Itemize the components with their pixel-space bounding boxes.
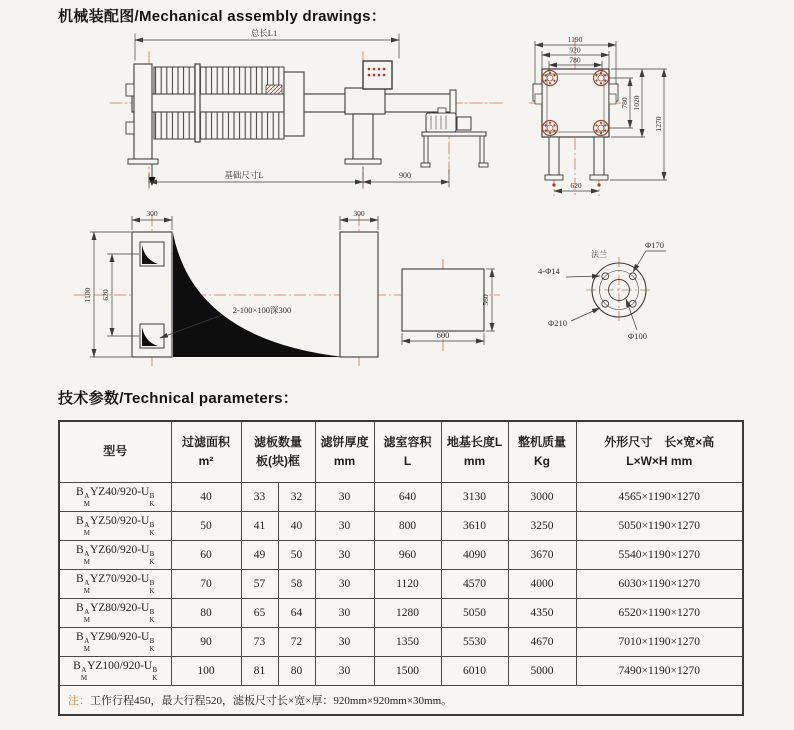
table-row <box>59 541 743 570</box>
header-volume: 滤室容积 L <box>374 421 441 483</box>
frames-cell: 58 <box>278 570 315 599</box>
table-row <box>59 512 743 541</box>
cake-cell: 30 <box>315 628 374 657</box>
area-cell: 50 <box>171 512 241 541</box>
dim-foundation-length-label: 基础尺寸L <box>224 170 264 180</box>
cake-cell: 30 <box>315 599 374 628</box>
note-label: 注： <box>68 695 90 707</box>
dim-600-label: 600 <box>436 330 450 340</box>
dim-1020-label: 1020 <box>632 95 641 111</box>
area-cell: 40 <box>171 483 241 512</box>
flange-detail-drawing <box>538 240 666 341</box>
weight-cell: 4350 <box>508 599 576 628</box>
cake-cell: 30 <box>315 570 374 599</box>
plates-cell: 81 <box>241 657 278 686</box>
note-cell <box>59 686 743 716</box>
dim-300-right-label: 300 <box>353 209 365 218</box>
model-cell: B A M YZ100/920-U B K <box>59 657 171 686</box>
table-row <box>59 628 743 657</box>
weight-cell: 3670 <box>508 541 576 570</box>
dim-560-label: 560 <box>481 294 490 306</box>
plates-cell: 73 <box>241 628 278 657</box>
dims-cell: 7010×1190×1270 <box>576 628 743 657</box>
volume-cell: 1500 <box>374 657 441 686</box>
foundation-cell: 3610 <box>441 512 508 541</box>
weight-cell: 5000 <box>508 657 576 686</box>
area-cell: 70 <box>171 570 241 599</box>
cake-cell: 30 <box>315 657 374 686</box>
dim-300-left-label: 300 <box>146 209 158 218</box>
weight-cell: 4670 <box>508 628 576 657</box>
dims-cell: 6030×1190×1270 <box>576 570 743 599</box>
dim-620-label: 620 <box>570 181 582 190</box>
volume-cell: 640 <box>374 483 441 512</box>
frames-cell: 32 <box>278 483 315 512</box>
plates-cell: 33 <box>241 483 278 512</box>
frames-cell: 50 <box>278 541 315 570</box>
header-cake: 滤饼厚度 mm <box>315 421 374 483</box>
flange-d210-label: Φ210 <box>548 318 567 328</box>
flange-d170-label: Φ170 <box>645 240 664 250</box>
dim-total-length-label: 总长L1 <box>250 28 278 38</box>
foundation-cell: 6010 <box>441 657 508 686</box>
weight-cell: 3250 <box>508 512 576 541</box>
dims-cell: 5050×1190×1270 <box>576 512 743 541</box>
volume-cell: 1350 <box>374 628 441 657</box>
table-row <box>59 483 743 512</box>
dims-cell: 7490×1190×1270 <box>576 657 743 686</box>
frames-cell: 72 <box>278 628 315 657</box>
header-plates: 滤板数量 板(块)框 <box>241 421 315 483</box>
dim-1270-label: 1270 <box>654 116 663 132</box>
area-cell: 60 <box>171 541 241 570</box>
flange-d100-label: Φ100 <box>628 331 647 341</box>
weight-cell: 3000 <box>508 483 576 512</box>
table-row <box>59 657 743 686</box>
header-foundation: 地基长度L mm <box>441 421 508 483</box>
dim-900-label: 900 <box>399 171 411 180</box>
foundation-cell: 4570 <box>441 570 508 599</box>
dim-920-label: 920 <box>569 45 581 55</box>
dim-1190-label: 1190 <box>567 35 583 44</box>
foundation-cell: 5530 <box>441 628 508 657</box>
note-text: 工作行程450，最大行程520，滤板尺寸长×宽×厚：920mm×920mm×30mm。 <box>90 695 453 707</box>
flange-title: 法兰 <box>591 250 607 259</box>
area-cell: 90 <box>171 628 241 657</box>
dim-780-top-label: 780 <box>569 55 581 65</box>
cake-cell: 30 <box>315 541 374 570</box>
model-cell: B A M YZ60/920-U B K <box>59 541 171 570</box>
table-row <box>59 570 743 599</box>
flange-bolt-holes-label: 4-Φ14 <box>538 266 560 276</box>
table-note-row <box>59 686 743 716</box>
plates-cell: 49 <box>241 541 278 570</box>
dims-cell: 5540×1190×1270 <box>576 541 743 570</box>
table-row <box>59 599 743 628</box>
foundation-cell: 4090 <box>441 541 508 570</box>
foundation-hole-note: 2-100×100深300 <box>232 305 292 315</box>
model-cell: B A M YZ80/920-U B K <box>59 599 171 628</box>
side-view-drawing <box>110 28 504 192</box>
volume-cell: 1120 <box>374 570 441 599</box>
area-cell: 80 <box>171 599 241 628</box>
plates-cell: 57 <box>241 570 278 599</box>
foundation-cell: 3130 <box>441 483 508 512</box>
end-view-drawing <box>529 35 667 198</box>
section-title: 技术参数/Technical parameters： <box>58 390 299 407</box>
foundation-view-drawing <box>74 209 500 369</box>
mechanical-assembly-drawings <box>52 24 742 379</box>
model-cell: B A M YZ40/920-U B K <box>59 483 171 512</box>
dim-780-right-label: 780 <box>620 97 629 109</box>
table-header-row <box>59 421 743 483</box>
dims-cell: 4565×1190×1270 <box>576 483 743 512</box>
header-model: 型号 <box>59 421 171 483</box>
plates-cell: 65 <box>241 599 278 628</box>
model-cell: B A M YZ50/920-U B K <box>59 512 171 541</box>
page-title: 机械装配图/Mechanical assembly drawings： <box>58 8 387 25</box>
frames-cell: 40 <box>278 512 315 541</box>
model-cell: B A M YZ70/920-U B K <box>59 570 171 599</box>
volume-cell: 960 <box>374 541 441 570</box>
foundation-cell: 5050 <box>441 599 508 628</box>
model-cell: B A M YZ90/920-U B K <box>59 628 171 657</box>
weight-cell: 4000 <box>508 570 576 599</box>
frames-cell: 80 <box>278 657 315 686</box>
cake-cell: 30 <box>315 483 374 512</box>
header-dims: 外形尺寸 长×宽×高 L×W×H mm <box>576 421 743 483</box>
dim-620-foundation-label: 620 <box>101 289 110 301</box>
header-area: 过滤面积 m² <box>171 421 241 483</box>
plates-cell: 41 <box>241 512 278 541</box>
header-weight: 整机质量 Kg <box>508 421 576 483</box>
cake-cell: 30 <box>315 512 374 541</box>
volume-cell: 800 <box>374 512 441 541</box>
area-cell: 100 <box>171 657 241 686</box>
frames-cell: 64 <box>278 599 315 628</box>
technical-parameters-table <box>58 420 744 716</box>
dim-1100-label: 1100 <box>83 287 92 303</box>
dims-cell: 6520×1190×1270 <box>576 599 743 628</box>
hydraulic-unit <box>421 108 488 167</box>
volume-cell: 1280 <box>374 599 441 628</box>
control-box <box>363 61 392 89</box>
